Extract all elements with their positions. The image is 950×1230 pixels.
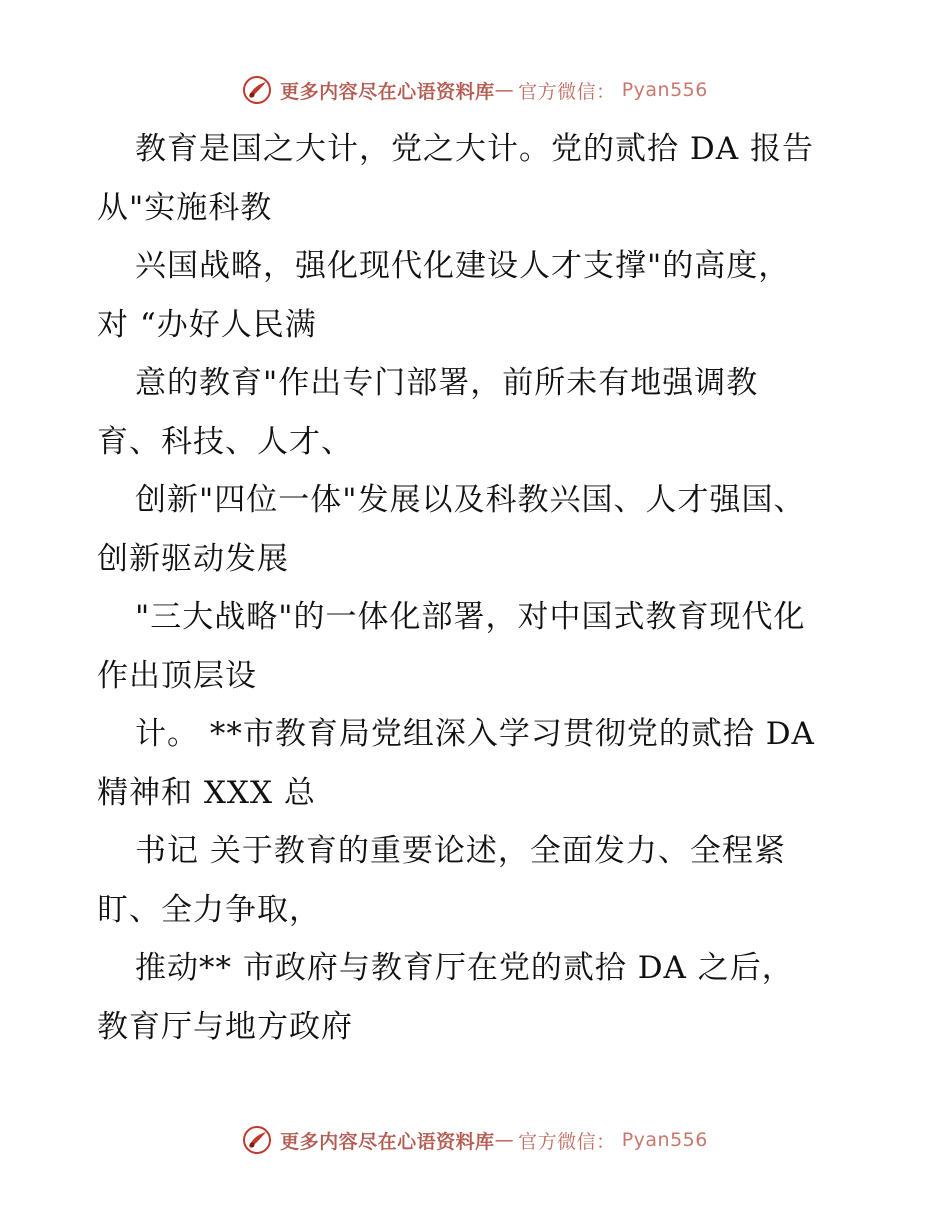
paragraph-line: 对 “办好人民满 bbox=[97, 306, 317, 343]
paragraph-5 bbox=[97, 588, 867, 705]
document-body bbox=[97, 120, 867, 1056]
paragraph-line: 书记 关于教育的重要论述，全面发力、全程紧 bbox=[135, 833, 786, 869]
banner-promo-text: 更多内容尽在心语资料库 bbox=[280, 80, 495, 103]
paragraph-line: 精神和 XXX 总 bbox=[97, 774, 316, 811]
paragraph-line: 创新驱动发展 bbox=[97, 540, 289, 577]
banner-wechat-id: Pyan556 bbox=[621, 79, 708, 101]
brush-logo-icon bbox=[242, 1125, 272, 1155]
paragraph-line: 教育是国之大计，党之大计。党的贰拾 DA 报告 bbox=[135, 131, 814, 167]
paragraph-7 bbox=[97, 822, 867, 939]
paragraph-8 bbox=[97, 939, 867, 1056]
brush-logo-icon bbox=[242, 75, 272, 105]
footer-watermark-banner bbox=[0, 1120, 950, 1160]
banner-promo-text: 更多内容尽在心语资料库 bbox=[280, 1130, 495, 1153]
paragraph-line: 计。 **市教育局党组深入学习贯彻党的贰拾 DA bbox=[135, 716, 815, 752]
paragraph-line: 教育厅与地方政府 bbox=[97, 1008, 353, 1045]
header-watermark-banner bbox=[0, 70, 950, 110]
paragraph-line: 推动** 市政府与教育厅在党的贰拾 DA 之后， bbox=[135, 950, 794, 986]
banner-official-label: 官方微信： bbox=[518, 1130, 616, 1153]
paragraph-line: 盯、全力争取， bbox=[97, 891, 321, 928]
paragraph-2 bbox=[97, 237, 867, 354]
banner-dash: — bbox=[494, 79, 515, 101]
paragraph-line: 意的教育"作出专门部署，前所未有地强调教 bbox=[135, 365, 759, 401]
banner-wechat-id: Pyan556 bbox=[621, 1129, 708, 1151]
paragraph-6 bbox=[97, 705, 867, 822]
banner-official-label: 官方微信： bbox=[518, 80, 616, 103]
paragraph-4 bbox=[97, 471, 867, 588]
paragraph-1 bbox=[97, 120, 867, 237]
paragraph-line: 创新"四位一体"发展以及科教兴国、人才强国、 bbox=[135, 482, 806, 518]
paragraph-line: 育、科技、人才、 bbox=[97, 423, 353, 460]
paragraph-line: 作出顶层设 bbox=[97, 657, 257, 694]
banner-dash: — bbox=[494, 1129, 515, 1151]
paragraph-line: 从"实施科教 bbox=[97, 189, 273, 226]
paragraph-3 bbox=[97, 354, 867, 471]
paragraph-line: "三大战略"的一体化部署，对中国式教育现代化 bbox=[135, 599, 806, 635]
paragraph-line: 兴国战略，强化现代化建设人才支撑"的高度， bbox=[135, 248, 791, 284]
